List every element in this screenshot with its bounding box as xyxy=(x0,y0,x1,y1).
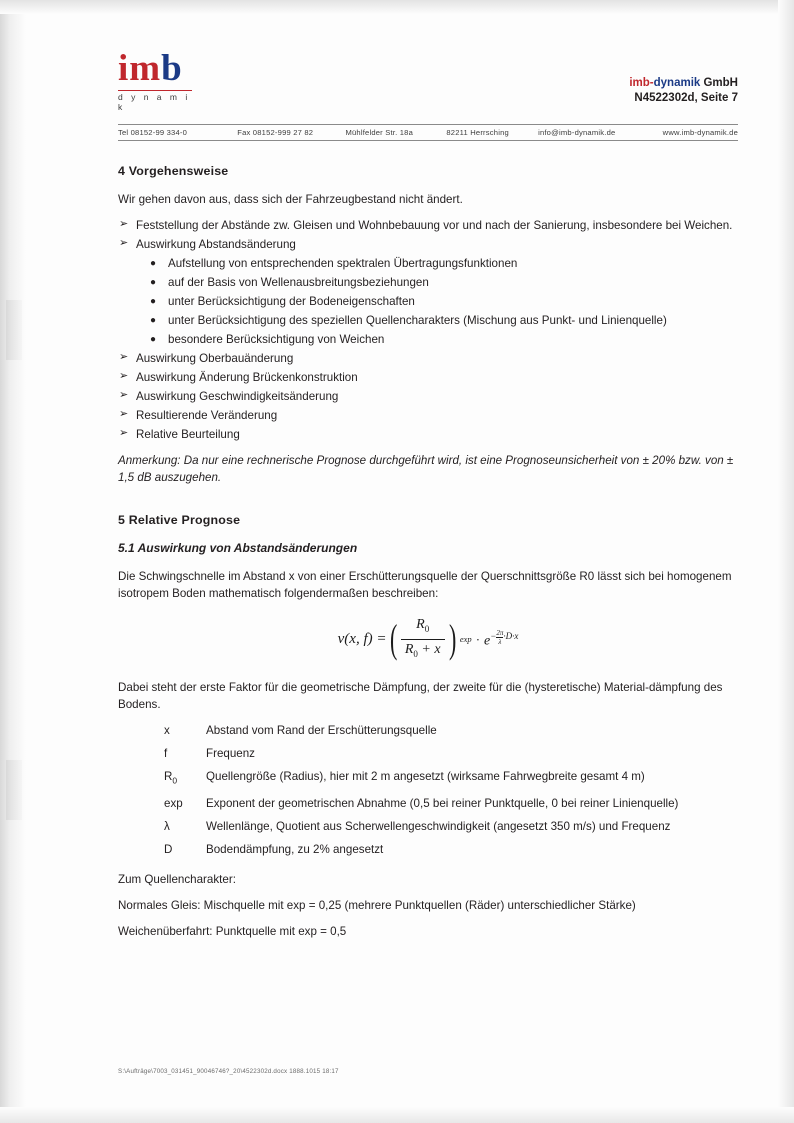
list-item-label: Aufstellung von entsprechenden spektralen Übertragungsfunktionen xyxy=(168,257,518,270)
symbol-definitions xyxy=(118,722,738,858)
page-content xyxy=(118,46,738,949)
list-item-label: Resultierende Veränderung xyxy=(136,409,278,422)
quellencharakter-line-2: Weichenüberfahrt: Punktquelle mit exp = 0,5 xyxy=(118,924,347,938)
contact-city: 82211 Herrsching xyxy=(446,128,509,137)
company-brand-sep: - xyxy=(649,77,654,89)
formula-exponent: exp xyxy=(459,633,472,644)
section-5-1-heading: 5.1 Auswirkung von Abstandsänderungen xyxy=(118,541,358,555)
company-info xyxy=(629,76,738,106)
scan-edge-bottom xyxy=(0,1107,794,1123)
section-5-heading: 5 Relative Prognose xyxy=(118,513,241,527)
document-footer: S:\Aufträge\7003_031451_90046746?_20\4522302d.docx 1888.1015 18:17 xyxy=(118,1068,339,1075)
formula-paren-close: ) xyxy=(448,616,456,662)
definition-row xyxy=(118,745,738,762)
formula-exponential-factor: $e^{- \frac{2\pi}{\lambda} \cdot D\cdot x}$ xyxy=(484,628,519,650)
list-item-label: Auswirkung Oberbauänderung xyxy=(136,352,294,365)
definition-text: Abstand vom Rand der Erschütterungsquelle xyxy=(206,723,437,737)
contact-website[interactable]: www.imb-dynamik.de xyxy=(662,128,738,137)
list-item-label: unter Berücksichtigung der Bodeneigenschaften xyxy=(168,295,415,308)
logo-letter-m: m xyxy=(129,48,162,89)
list-item xyxy=(146,312,738,329)
arrow-icon: ➢ xyxy=(119,370,129,382)
bullet-icon: ● xyxy=(150,277,157,288)
definition-text: Wellenlänge, Quotient aus Scherwellengeschwindigkeit (angesetzt 350 m/s) und Frequenz xyxy=(206,819,671,833)
bullet-icon: ● xyxy=(150,258,157,269)
list-item xyxy=(118,236,738,253)
list-item xyxy=(118,407,738,424)
company-brand-dynamik: dynamik xyxy=(653,77,701,89)
list-item xyxy=(118,426,738,443)
contact-email[interactable]: info@imb-dynamik.de xyxy=(538,128,616,137)
list-item-label: Auswirkung Geschwindigkeitsänderung xyxy=(136,390,339,403)
vorgehensweise-list-continued xyxy=(118,350,738,443)
document-body xyxy=(118,163,738,940)
definition-row xyxy=(118,795,738,812)
header-rule-bottom xyxy=(118,140,738,141)
list-item xyxy=(118,369,738,386)
contact-tel: Tel 08152-99 334-0 xyxy=(118,128,188,137)
definition-text: Quellengröße (Radius), hier mit 2 m angesetzt (wirksame Fahrwegbreite gesamt 4 m) xyxy=(206,769,645,783)
definition-symbol: λ xyxy=(164,819,170,833)
company-brand-imb: imb xyxy=(629,77,650,89)
list-item-label: Feststellung der Abstände zw. Gleisen und Wohnbebauung vor und nach der Sanierung, insbesondere bei Weichen. xyxy=(136,219,733,232)
definition-symbol: x xyxy=(164,723,170,737)
logo-tagline: d y n a m i k xyxy=(118,92,191,112)
quellencharakter-line-1: Normales Gleis: Mischquelle mit exp = 0,25 (mehrere Punktquellen (Räder) unterschiedlicher Stärke) xyxy=(118,898,636,912)
section-4-heading: 4 Vorgehensweise xyxy=(118,164,229,178)
prognose-note: Anmerkung: Da nur eine rechnerische Prognose durchgeführt wird, ist eine Prognoseunsicherheit von ± 20% bzw. von ± 1,5 dB auszugehen. xyxy=(118,454,734,484)
list-item xyxy=(146,255,738,272)
definition-text: Exponent der geometrischen Abnahme (0,5 bei reiner Punktquelle, 0 bei reiner Linienquelle) xyxy=(206,796,679,810)
definition-symbol: D xyxy=(164,842,173,856)
formula-numerator: $R_0$ xyxy=(416,617,430,634)
formula-explanation: Dabei steht der erste Faktor für die geometrische Dämpfung, der zweite für die (hysteretische) Material-dämpfung des Bodens. xyxy=(118,680,723,711)
definition-text: Bodendämpfung, zu 2% angesetzt xyxy=(206,842,384,856)
velocity-formula xyxy=(118,616,738,663)
logo-underline xyxy=(118,90,192,91)
definition-row xyxy=(118,841,738,858)
logo-letter-i: i xyxy=(118,48,130,89)
definition-symbol-base: R xyxy=(164,769,173,783)
definition-symbol-r0 xyxy=(118,768,206,789)
company-name xyxy=(629,76,738,91)
contact-bar xyxy=(118,125,738,140)
definition-symbol: exp xyxy=(164,796,183,810)
punch-mark-lower xyxy=(6,760,22,820)
formula-multiplication-dot: · xyxy=(475,631,481,647)
company-logo xyxy=(118,48,196,112)
formula-lhs: v(x, f) = xyxy=(337,630,387,647)
list-item xyxy=(118,350,738,367)
arrow-icon: ➢ xyxy=(119,237,129,249)
formula-fraction xyxy=(401,616,445,663)
arrow-icon: ➢ xyxy=(119,408,129,420)
scan-edge-right xyxy=(778,0,794,1123)
logo-letter-b: b xyxy=(161,48,183,89)
list-item xyxy=(146,331,738,348)
list-item-label: besondere Berücksichtigung von Weichen xyxy=(168,333,385,346)
scan-edge-top xyxy=(0,0,794,14)
list-item xyxy=(118,217,738,234)
company-brand-suffix: GmbH xyxy=(700,77,738,89)
contact-fax: Fax 08152-999 27 82 xyxy=(237,128,314,137)
formula-denominator: $R_0 + x$ xyxy=(401,639,445,663)
definition-text: Frequenz xyxy=(206,746,255,760)
formula-paren-open: ( xyxy=(389,616,397,662)
section-5-1-intro: Die Schwingschnelle im Abstand x von einer Erschütterungsquelle der Querschnittsgröße R0 lässt sich bei homogenem isotropem Boden mathematisch folgendermaßen beschreiben: xyxy=(118,570,732,600)
list-item xyxy=(146,274,738,291)
arrow-icon: ➢ xyxy=(119,218,129,230)
definition-row xyxy=(118,722,738,739)
list-item-label: Auswirkung Abstandsänderung xyxy=(136,238,296,251)
list-item-label: unter Berücksichtigung des speziellen Quellencharakters (Mischung aus Punkt- und Linienquelle) xyxy=(168,314,667,327)
definition-row xyxy=(118,818,738,835)
arrow-icon: ➢ xyxy=(119,389,129,401)
list-item-label: Auswirkung Änderung Brückenkonstruktion xyxy=(136,371,358,384)
section-4-intro: Wir gehen davon aus, dass sich der Fahrzeugbestand nicht ändert. xyxy=(118,193,463,206)
list-item xyxy=(146,293,738,310)
quellencharakter-heading: Zum Quellencharakter: xyxy=(118,872,236,886)
arrow-icon: ➢ xyxy=(119,351,129,363)
bullet-icon: ● xyxy=(150,296,157,307)
document-reference: N4522302d, Seite 7 xyxy=(634,92,738,104)
list-item xyxy=(118,388,738,405)
abstandsaenderung-sublist xyxy=(118,255,738,348)
vorgehensweise-list xyxy=(118,217,738,253)
bullet-icon: ● xyxy=(150,315,157,326)
punch-mark-upper xyxy=(6,300,22,360)
bullet-icon: ● xyxy=(150,334,157,345)
arrow-icon: ➢ xyxy=(119,427,129,439)
list-item-label: auf der Basis von Wellenausbreitungsbeziehungen xyxy=(168,276,429,289)
definition-symbol-subscript: 0 xyxy=(172,774,178,785)
contact-street: Mühlfelder Str. 18a xyxy=(345,128,413,137)
definition-symbol: f xyxy=(164,746,168,760)
definition-row xyxy=(118,768,738,789)
list-item-label: Relative Beurteilung xyxy=(136,428,240,441)
scan-edge-left xyxy=(0,0,26,1123)
document-header xyxy=(118,46,738,120)
